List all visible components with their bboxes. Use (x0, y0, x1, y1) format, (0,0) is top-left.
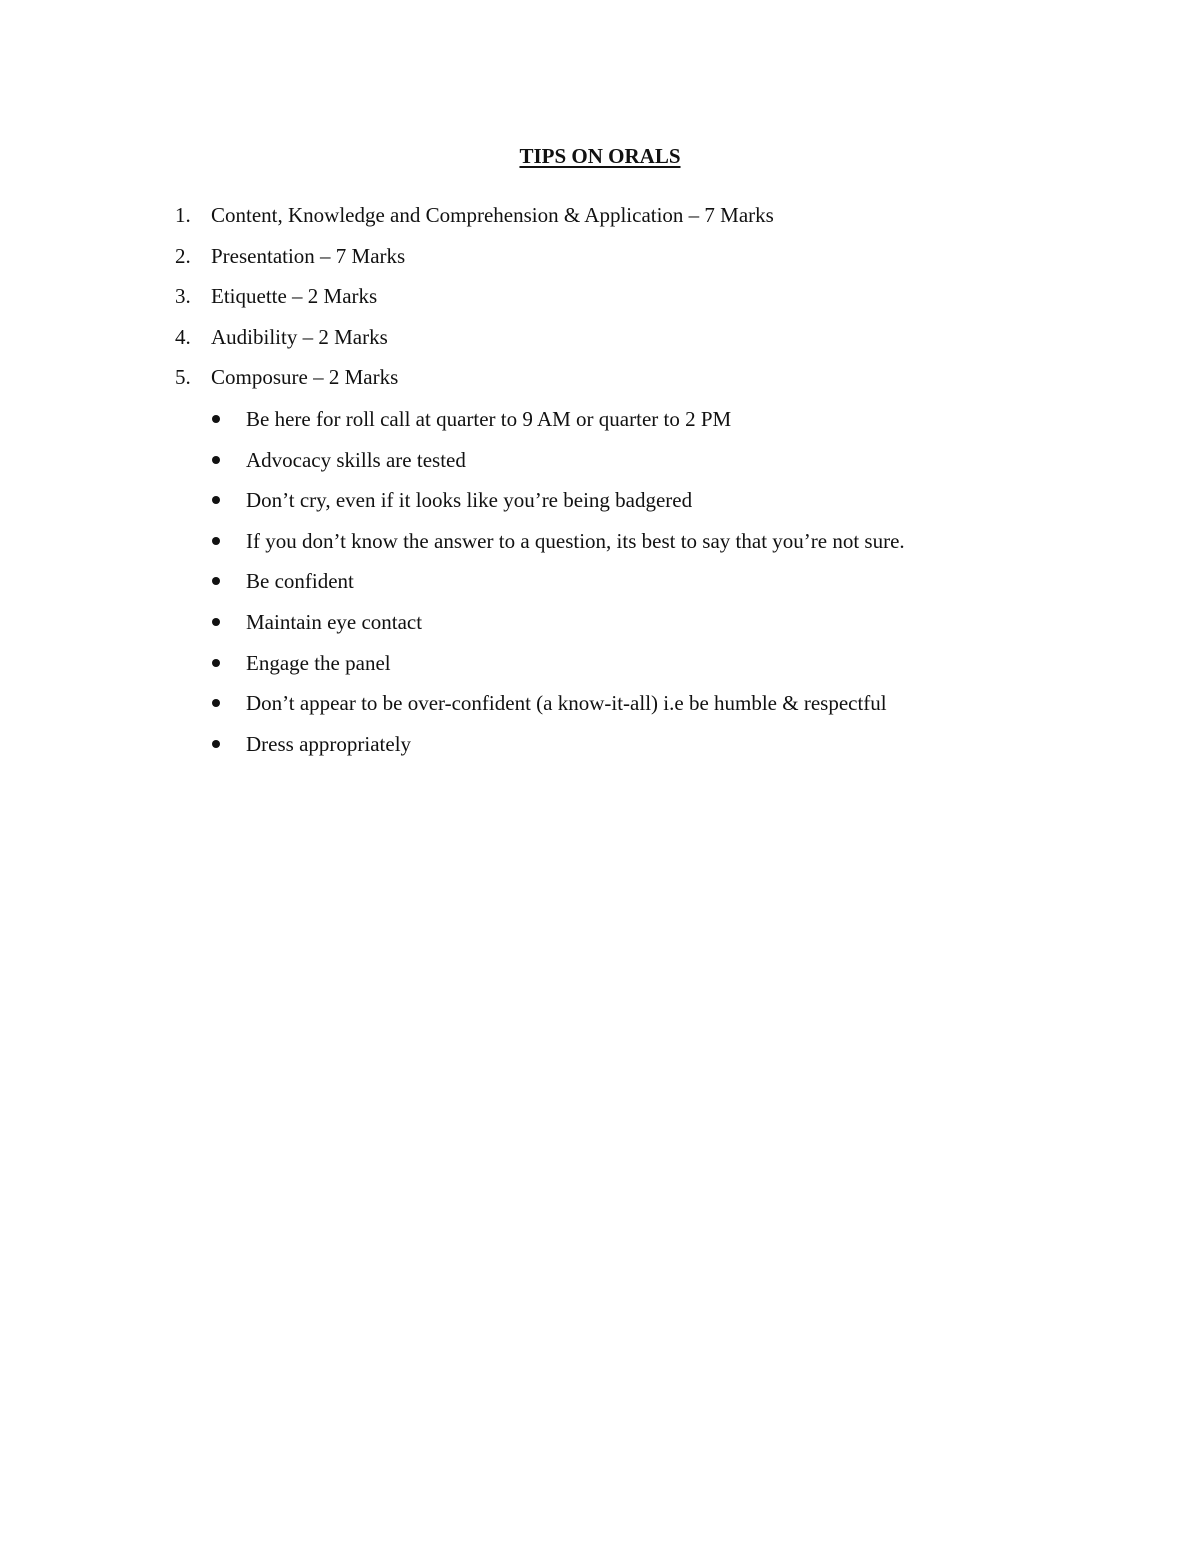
tip-text: Dress appropriately (246, 731, 412, 756)
criteria-number: 4. (175, 324, 191, 349)
document-title: TIPS ON ORALS (519, 144, 681, 168)
criteria-text: Audibility – 2 Marks (211, 324, 388, 349)
bullet-icon (212, 496, 220, 504)
tip-text: Don’t appear to be over-confident (a know-it-all) i.e be humble & respectful (246, 691, 887, 716)
criteria-number: 3. (175, 284, 191, 309)
bullet-icon (212, 577, 220, 585)
bullet-icon (212, 456, 220, 464)
tip-text: Engage the panel (246, 650, 391, 675)
tip-text: Maintain eye contact (246, 609, 423, 634)
criteria-number: 5. (175, 365, 191, 390)
bullet-icon (212, 537, 220, 545)
criteria-number: 2. (175, 243, 191, 268)
tip-text: If you don’t know the answer to a question, its best to say that you’re not sure. (246, 528, 905, 553)
bullet-icon (212, 415, 220, 423)
tip-text: Advocacy skills are tested (246, 447, 466, 472)
bullet-icon (212, 618, 220, 626)
criteria-text: Etiquette – 2 Marks (211, 284, 378, 309)
bullet-icon (212, 659, 220, 667)
criteria-text: Presentation – 7 Marks (211, 243, 406, 268)
bullet-icon (212, 699, 220, 707)
tip-text: Don’t cry, even if it looks like you’re being badgered (246, 488, 693, 513)
criteria-text: Content, Knowledge and Comprehension & Application – 7 Marks (211, 203, 774, 227)
criteria-text: Composure – 2 Marks (211, 365, 399, 390)
bullet-icon (212, 740, 220, 748)
criteria-number: 1. (175, 203, 191, 227)
tip-text: Be confident (246, 569, 354, 594)
tip-text: Be here for roll call at quarter to 9 AM or quarter to 2 PM (246, 407, 732, 431)
